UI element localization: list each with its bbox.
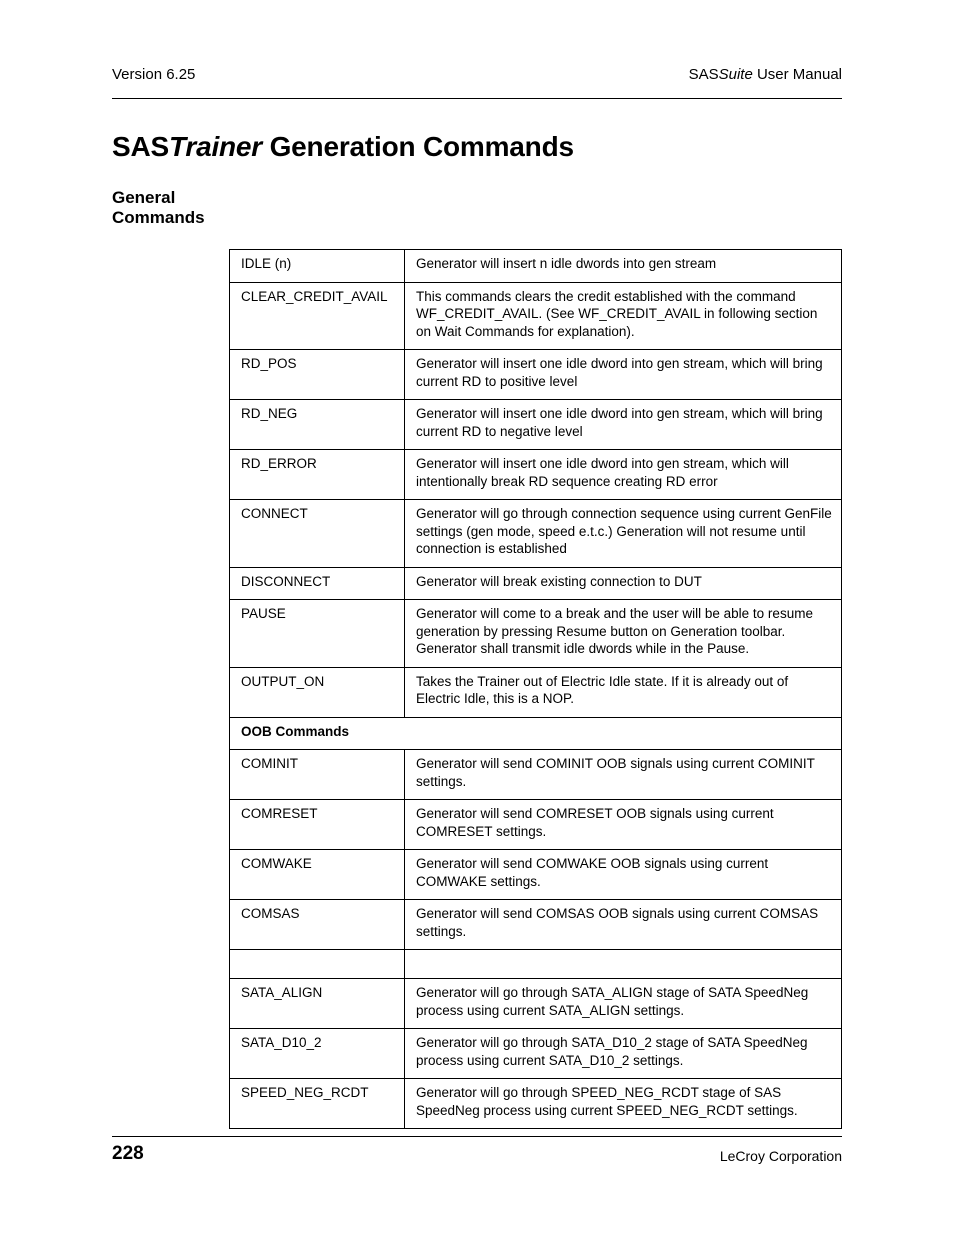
description-cell xyxy=(405,950,842,979)
table-row xyxy=(230,567,842,600)
command-cell: RD_NEG xyxy=(230,400,405,450)
table-row xyxy=(230,250,842,283)
subheader-cell: OOB Commands xyxy=(230,717,842,750)
table-row xyxy=(230,400,842,450)
description-cell: Generator will insert one idle dword into gen stream, which will intentionally break RD sequence creating RD error xyxy=(405,450,842,500)
command-cell: SPEED_NEG_RCDT xyxy=(230,1079,405,1129)
command-cell: SATA_D10_2 xyxy=(230,1029,405,1079)
table-row xyxy=(230,500,842,568)
description-cell: Generator will send COMINIT OOB signals using current COMINIT settings. xyxy=(405,750,842,800)
description-cell: Generator will go through SATA_D10_2 stage of SATA SpeedNeg process using current SATA_D10_2 settings. xyxy=(405,1029,842,1079)
description-cell: Generator will send COMWAKE OOB signals using current COMWAKE settings. xyxy=(405,850,842,900)
footer-company: LeCroy Corporation xyxy=(719,1148,842,1164)
command-cell: CONNECT xyxy=(230,500,405,568)
description-cell: Generator will go through SPEED_NEG_RCDT stage of SAS SpeedNeg process using current SPEED_NEG_RCDT settings. xyxy=(405,1079,842,1129)
title-prefix: SAS xyxy=(112,131,169,162)
command-cell: COMRESET xyxy=(230,800,405,850)
command-cell: RD_ERROR xyxy=(230,450,405,500)
description-cell: Generator will insert one idle dword into gen stream, which will bring current RD to positive level xyxy=(405,350,842,400)
table-row xyxy=(230,350,842,400)
header-version: Version 6.25 xyxy=(112,66,196,83)
header-manual-title xyxy=(689,66,842,83)
description-cell: Generator will go through connection sequence using current GenFile settings (gen mode, speed e.t.c.) Generation will not resume until connection is established xyxy=(405,500,842,568)
page-title xyxy=(112,131,574,163)
description-cell: Generator will insert one idle dword into gen stream, which will bring current RD to negative level xyxy=(405,400,842,450)
command-cell: RD_POS xyxy=(230,350,405,400)
table-row xyxy=(230,950,842,979)
table-row xyxy=(230,800,842,850)
description-cell: Generator will break existing connection to DUT xyxy=(405,567,842,600)
commands-table xyxy=(229,249,842,1129)
command-cell: OUTPUT_ON xyxy=(230,667,405,717)
table-row xyxy=(230,850,842,900)
commands-table-body xyxy=(230,250,842,1129)
table-row xyxy=(230,900,842,950)
command-cell: COMWAKE xyxy=(230,850,405,900)
header-manual-prefix: SAS xyxy=(688,66,719,83)
title-suffix: Generation Commands xyxy=(262,131,574,162)
command-cell: DISCONNECT xyxy=(230,567,405,600)
command-cell: SATA_ALIGN xyxy=(230,979,405,1029)
command-cell: PAUSE xyxy=(230,600,405,668)
command-cell: IDLE (n) xyxy=(230,250,405,283)
table-row xyxy=(230,282,842,350)
footer-divider xyxy=(112,1136,842,1137)
title-italic: Trainer xyxy=(168,131,263,162)
header-manual-suffix: User Manual xyxy=(752,66,842,83)
description-cell: Generator will go through SATA_ALIGN stage of SATA SpeedNeg process using current SATA_ALIGN settings. xyxy=(405,979,842,1029)
command-cell: COMSAS xyxy=(230,900,405,950)
description-cell: Takes the Trainer out of Electric Idle state. If it is already out of Electric Idle, this is a NOP. xyxy=(405,667,842,717)
description-cell: Generator will send COMRESET OOB signals using current COMRESET settings. xyxy=(405,800,842,850)
table-row xyxy=(230,1079,842,1129)
command-cell: CLEAR_CREDIT_AVAIL xyxy=(230,282,405,350)
command-cell: COMINIT xyxy=(230,750,405,800)
table-row xyxy=(230,450,842,500)
description-cell: Generator will insert n idle dwords into gen stream xyxy=(405,250,842,283)
header-manual-italic: Suite xyxy=(718,66,753,83)
page-number: 228 xyxy=(112,1143,144,1164)
description-cell: Generator will come to a break and the user will be able to resume generation by pressing Resume button on Generation toolbar. Generator shall transmit idle dwords while in the Pause. xyxy=(405,600,842,668)
table-row xyxy=(230,667,842,717)
section-heading: General Commands xyxy=(112,188,205,227)
table-row xyxy=(230,750,842,800)
table-row xyxy=(230,979,842,1029)
command-cell xyxy=(230,950,405,979)
table-subheader-row xyxy=(230,717,842,750)
header-divider xyxy=(112,98,842,99)
description-cell: Generator will send COMSAS OOB signals using current COMSAS settings. xyxy=(405,900,842,950)
table-row xyxy=(230,600,842,668)
table-row xyxy=(230,1029,842,1079)
description-cell: This commands clears the credit established with the command WF_CREDIT_AVAIL. (See WF_CREDIT_AVAIL in following section on Wait Commands for explanation). xyxy=(405,282,842,350)
